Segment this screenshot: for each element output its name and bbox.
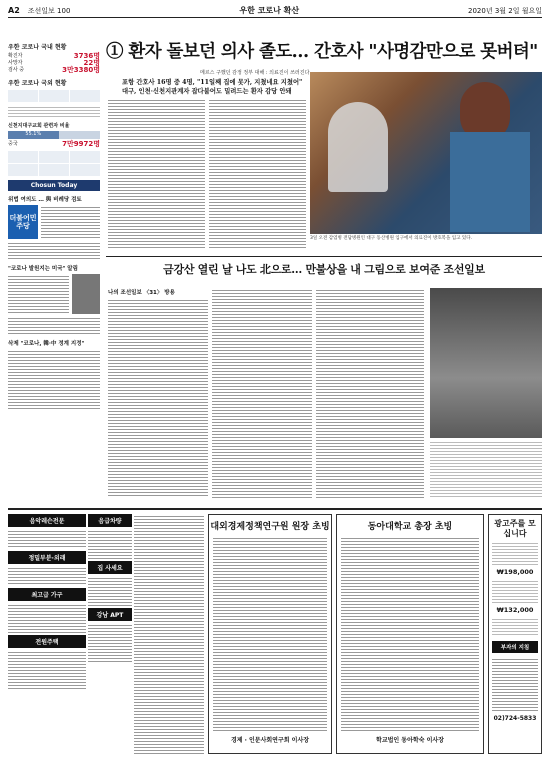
donga-ad: [336, 514, 484, 754]
advertiser-phone: 02)724-5833: [493, 715, 537, 722]
story2-photo-caption: [430, 440, 542, 498]
main-body-col1: [108, 98, 205, 250]
main-subhead: 포항 간호사 16명 중 4명, "11일째 집에 못가, 지쳤네요 지쳤어" 대구, 인천·신천지관계자 잡다불어도 밀려드는 환자 감당 안돼: [122, 79, 303, 95]
world-status-title: 우한 코로나 국외 현황: [8, 80, 67, 87]
advertiser-ad-title: 광고주를 모십니다: [494, 518, 536, 538]
main-byline: 메르스 구했던 감정 정부 대해 : 의료진이 쓰러진다: [200, 70, 310, 76]
ad-price: ₩198,000: [496, 568, 534, 576]
classified-ad: 강남 APT: [88, 608, 132, 621]
main-headline: [106, 38, 542, 66]
story2-body-col2: [212, 288, 312, 498]
section-title: 우한 코로나 확산: [239, 6, 300, 15]
sidebar-item3-title: 삭제 "코로나, 韓·中 정계 지정": [8, 341, 85, 347]
china-stat: 중국 7만9972명: [8, 140, 100, 148]
page-header: [8, 4, 542, 18]
story2-body-col3: [316, 288, 424, 498]
classified-ad: 음급차량: [88, 514, 132, 527]
main-body-col2: [209, 98, 306, 250]
story2-headline: 금강산 열린 날 나도 北으로… 만불상을 내 그림으로 보여준 조선일보: [163, 263, 485, 276]
shincheonji-note: 신천지대구교회 관련자 비율: [8, 123, 70, 129]
classified-ad: 집 사세요: [88, 561, 132, 574]
classified-ad: 전원주택: [8, 635, 86, 648]
ad-price: ₩132,000: [496, 606, 534, 614]
world-stat-grid: [8, 90, 100, 102]
story2-body-col1: [108, 298, 208, 498]
china-stat-grid: [8, 151, 100, 176]
classified-ad: 음악레슨전문: [8, 514, 86, 527]
kiep-ad-footer: 경제 · 인문사회연구회 이사장: [230, 737, 310, 744]
donga-ad-footer: 학교법인 동아학숙 이사장: [376, 737, 444, 744]
main-photo-caption: 3일 오전 감염병 전담병원인 대구 동산병원 입구에서 의료진이 방호복을 입고 있다.: [310, 236, 473, 241]
sidebar-item1-text: [41, 205, 100, 239]
story2-photo: [430, 288, 542, 438]
world-stat-text: [8, 105, 100, 119]
classified-ads: [8, 514, 86, 754]
main-photo: [310, 72, 542, 234]
sidebar-item3-text: [8, 349, 100, 409]
kiep-ad: [208, 514, 332, 754]
main-headline-text: 환자 돌보던 의사 졸도… 간호사 "사명감만으로 못버텨": [128, 42, 538, 62]
story2-kicker: 나의 조선일보 〈31〉 방용: [108, 290, 175, 296]
domestic-status-title: 우한 코로나 국내 현황: [8, 44, 67, 51]
stat-confirmed: 확진자 3736명: [8, 52, 100, 60]
classified-ad: 정밀부분·외래: [8, 551, 86, 564]
sidebar-photo: [72, 274, 100, 314]
advertiser-ad: [488, 514, 542, 754]
classified-ad: 최고급 가구: [8, 588, 86, 601]
page-number: A2: [8, 6, 20, 15]
chosun-today-banner: Chosun Today: [8, 180, 100, 191]
small-ads-column: [134, 514, 204, 754]
sidebar-item1-title: 위법 여의도 … 與 비례당 검토: [8, 197, 82, 203]
issue-date: 2020년 3월 2일 월요일: [468, 6, 542, 15]
sidebar-item2-title: "코로나 발원지는 미국" 알림: [8, 266, 78, 272]
party-logo: 더불어민주당: [8, 205, 38, 239]
story-number: ①: [106, 42, 123, 62]
advertiser-ad-box: 부자의 지침: [492, 641, 538, 653]
stat-deaths: 사망자 22명: [8, 59, 100, 67]
covid-status-sidebar: [8, 40, 100, 530]
donga-ad-title: 동아대학교 총장 초빙: [367, 522, 453, 532]
ratio-bar: 55.1%: [8, 131, 100, 139]
stat-testing: 검사 중 3만3380명: [8, 66, 100, 74]
kiep-ad-title: 대외경제정책연구원 원장 초빙: [210, 522, 330, 532]
paper-name: 조선일보 100: [27, 6, 71, 15]
ad-section: [8, 508, 542, 756]
